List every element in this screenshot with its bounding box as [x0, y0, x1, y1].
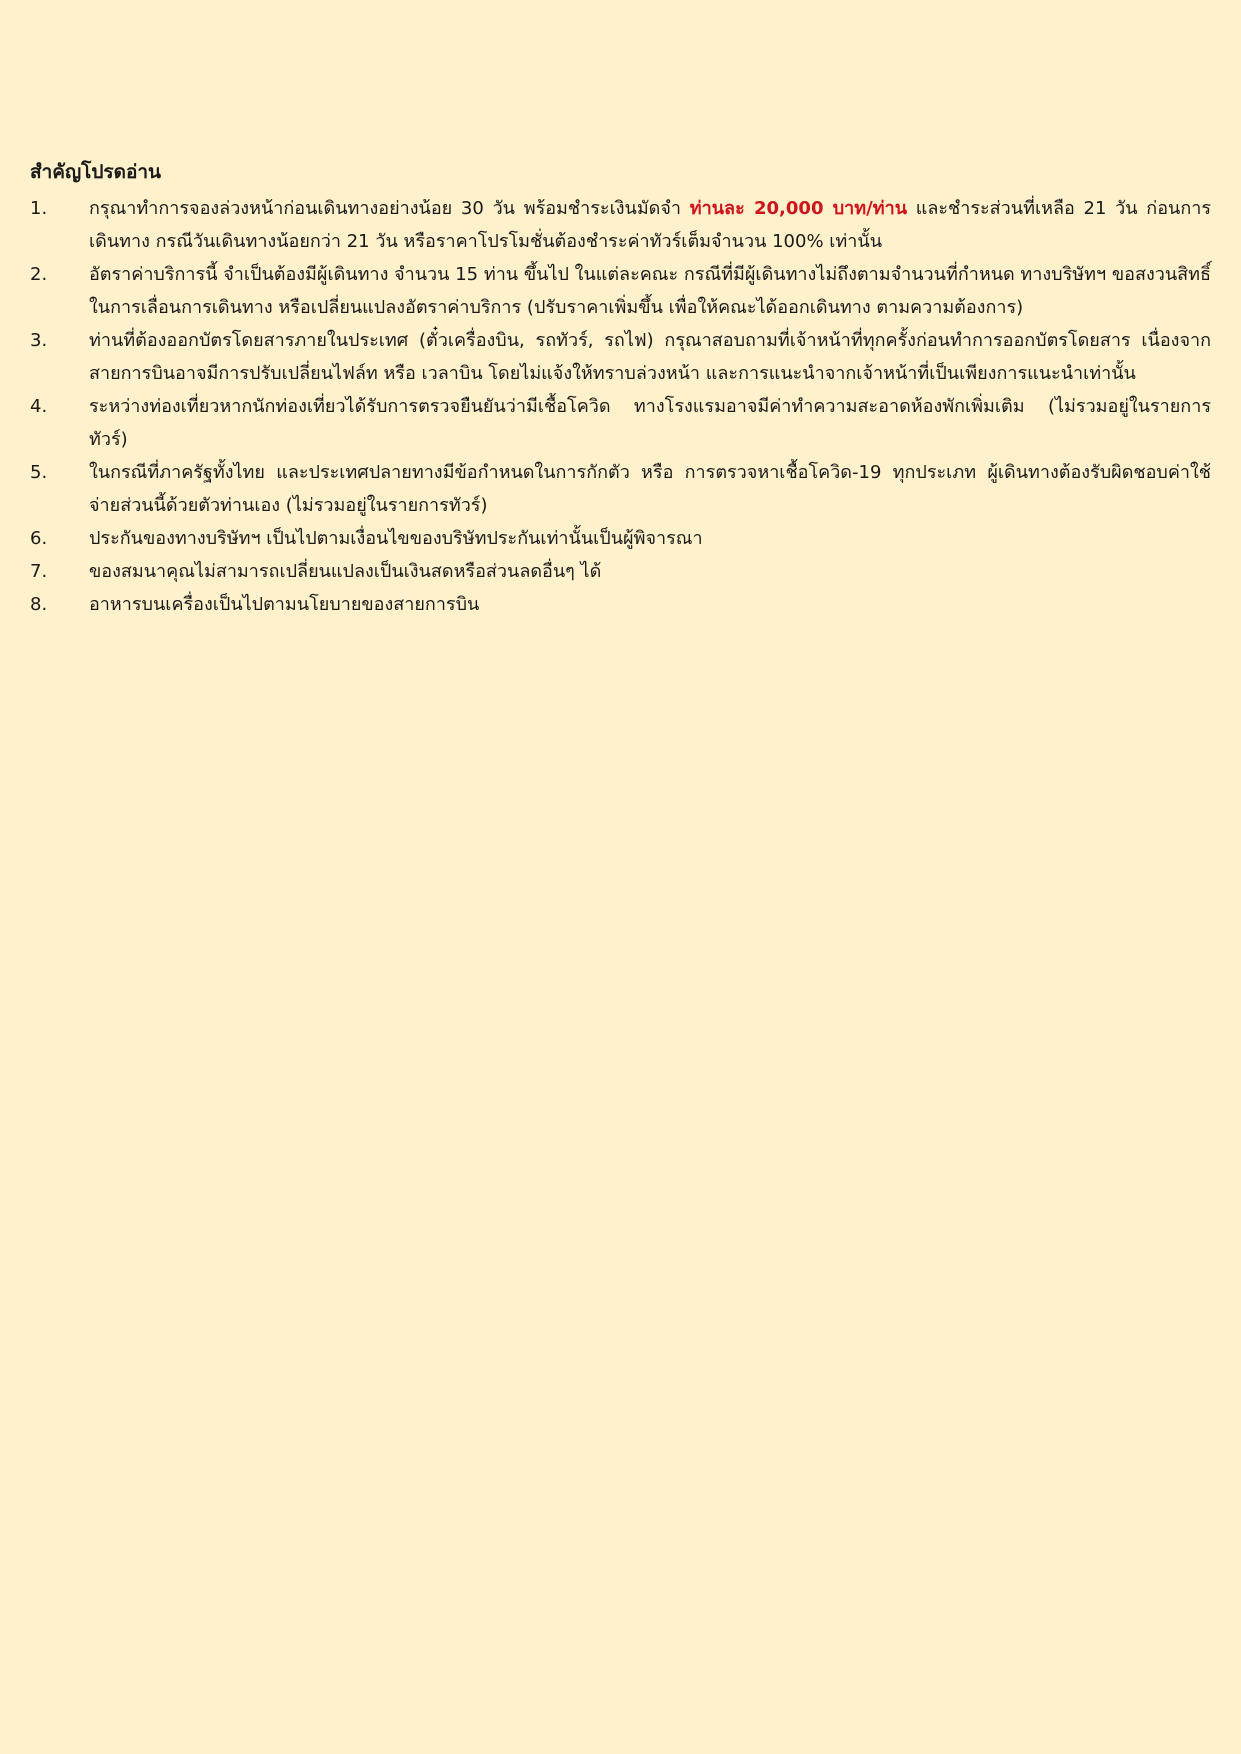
note-text: ท่านที่ต้องออกบัตรโดยสารภายในประเทศ (ตั๋วเครื่องบิน, รถทัวร์, รถไฟ) กรุณาสอบถามที่เจ้าหน้าที่ทุกครั้งก่อนทำการออกบัตรโดยสาร เนื่องจากสายการบินอาจมีการปรับเปลี่ยนไฟล์ท หรือ เวลาบิน โดยไม่แจ้งให้ทราบล่วงหน้า และการแนะนำจากเจ้าหน้าที่เป็นเพียงการแนะนำเท่านั้น	[89, 330, 1211, 384]
note-number: 6.	[30, 528, 48, 549]
note-text: กรุณาทำการจองล่วงหน้าก่อนเดินทางอย่างน้อย 30 วัน พร้อมชำระเงินมัดจำ	[89, 198, 690, 219]
note-item-3	[30, 324, 1211, 390]
note-text: ของสมนาคุณไม่สามารถเปลี่ยนแปลงเป็นเงินสดหรือส่วนลดอื่นๆ ได้	[89, 561, 602, 582]
note-number: 8.	[30, 594, 48, 615]
note-number: 7.	[30, 561, 48, 582]
notes-list	[30, 192, 1211, 621]
note-number: 5.	[30, 462, 48, 483]
section-title: สำคัญโปรดอ่าน	[30, 161, 162, 183]
note-item-5	[30, 456, 1211, 522]
note-text: และชำระส่วนที่เหลือ 21 วัน ก่อนการเดินทาง กรณีวันเดินทางน้อยกว่า 21 วัน หรือราคาโปรโมชั่นต้องชำระค่าทัวร์เต็มจำนวน 100% เท่านั้น	[89, 198, 1211, 252]
note-text: ระหว่างท่องเที่ยวหากนักท่องเที่ยวได้รับการตรวจยืนยันว่ามีเชื้อโควิด ทางโรงแรมอาจมีค่าทำความสะอาดห้องพักเพิ่มเติม (ไม่รวมอยู่ในรายการทัวร์)	[89, 396, 1211, 450]
note-text: อัตราค่าบริการนี้ จำเป็นต้องมีผู้เดินทาง จำนวน 15 ท่าน ขึ้นไป ในแต่ละคณะ กรณีที่มีผู้เดินทางไม่ถึงตามจำนวนที่กำหนด ทางบริษัทฯ ขอสงวนสิทธิ์ในการเลื่อนการเดินทาง หรือเปลี่ยนแปลงอัตราค่าบริการ (ปรับราคาเพิ่มขึ้น เพื่อให้คณะได้ออกเดินทาง ตามความต้องการ)	[89, 264, 1211, 318]
note-item-2	[30, 258, 1211, 324]
note-item-4	[30, 390, 1211, 456]
note-item-6	[30, 522, 1211, 555]
deposit-amount-highlight: ท่านละ 20,000 บาท/ท่าน	[689, 198, 907, 219]
note-text: อาหารบนเครื่องเป็นไปตามนโยบายของสายการบิน	[89, 594, 480, 615]
note-item-8	[30, 588, 1211, 621]
document-page	[30, 158, 1211, 621]
note-item-7	[30, 555, 1211, 588]
note-number: 3.	[30, 330, 48, 351]
note-item-1	[30, 192, 1211, 258]
note-number: 4.	[30, 396, 48, 417]
note-text: ประกันของทางบริษัทฯ เป็นไปตามเงื่อนไขของบริษัทประกันเท่านั้นเป็นผู้พิจารณา	[89, 528, 703, 549]
note-text: ในกรณีที่ภาครัฐทั้งไทย และประเทศปลายทางมีข้อกำหนดในการกักตัว หรือ การตรวจหาเชื้อโควิด-19 ทุกประเภท ผู้เดินทางต้องรับผิดชอบค่าใช้จ่ายส่วนนี้ด้วยตัวท่านเอง (ไม่รวมอยู่ในรายการทัวร์)	[89, 462, 1211, 516]
note-number: 1.	[30, 198, 48, 219]
note-number: 2.	[30, 264, 48, 285]
